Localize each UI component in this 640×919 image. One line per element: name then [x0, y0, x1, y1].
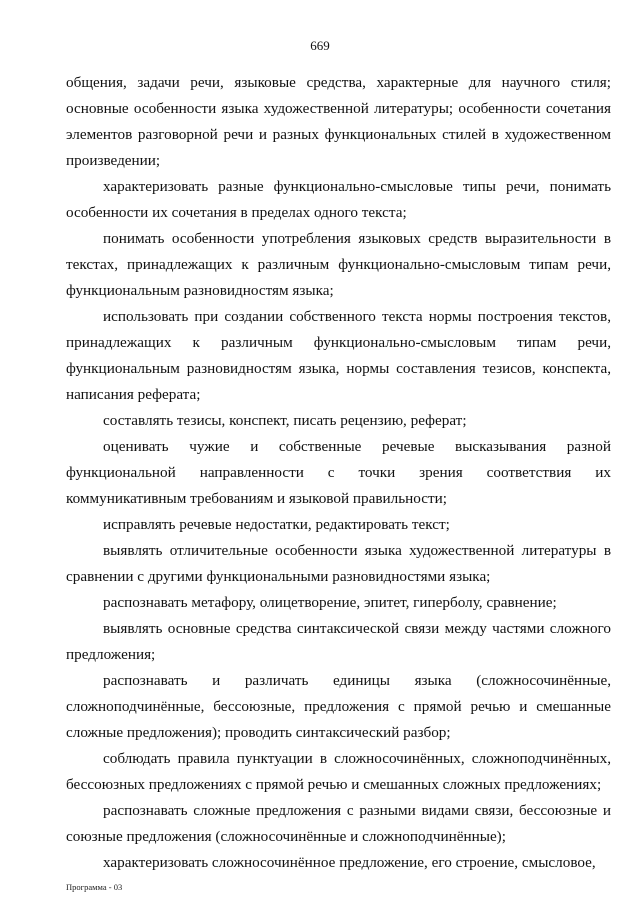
- paragraph: оценивать чужие и собственные речевые высказывания разной функциональной направленности с точки зрения соответствия их коммуникативным требованиям и языковой правильности;: [66, 438, 611, 507]
- paragraph: соблюдать правила пунктуации в сложносочинённых, сложноподчинённых, бессоюзных предложениях с прямой речью и смешанных сложных предложениях;: [66, 750, 611, 793]
- paragraph: составлять тезисы, конспект, писать рецензию, реферат;: [103, 412, 467, 429]
- paragraph: выявлять основные средства синтаксической связи между частями сложного предложения;: [66, 620, 611, 663]
- footer-label: Программа - 03: [66, 882, 123, 892]
- paragraph: распознавать сложные предложения с разными видами связи, бессоюзные и союзные предложения (сложносочинённые и сложноподчинённые);: [66, 802, 611, 845]
- paragraph: характеризовать сложносочинённое предложение, его строение, смысловое,: [103, 854, 596, 871]
- paragraph: выявлять отличительные особенности языка художественной литературы в сравнении с другими функциональными разновидностями языка;: [66, 542, 611, 585]
- paragraph: понимать особенности употребления языковых средств выразительности в текстах, принадлежащих к различным функционально-смысловым типам речи, функциональным разновидностям языка;: [66, 230, 611, 299]
- paragraph: исправлять речевые недостатки, редактировать текст;: [103, 516, 450, 533]
- document-body: [66, 70, 611, 876]
- paragraph: использовать при создании собственного текста нормы построения текстов, принадлежащих к различным функционально-смысловым типам речи, функциональным разновидностям языка, нормы составления тезисов, конспекта, написания реферата;: [66, 308, 611, 403]
- paragraph: распознавать метафору, олицетворение, эпитет, гиперболу, сравнение;: [103, 594, 557, 611]
- paragraph: общения, задачи речи, языковые средства, характерные для научного стиля; основные особенности языка художественной литературы; особенности сочетания элементов разговорной речи и разных функциональных стилей в художественном произведении;: [66, 74, 611, 169]
- paragraph: характеризовать разные функционально-смысловые типы речи, понимать особенности их сочетания в пределах одного текста;: [66, 178, 611, 221]
- page-number: 669: [310, 38, 330, 53]
- paragraph: распознавать и различать единицы языка (сложносочинённые, сложноподчинённые, бессоюзные, предложения с прямой речью и смешанные сложные предложения); проводить синтаксический разбор;: [66, 672, 611, 741]
